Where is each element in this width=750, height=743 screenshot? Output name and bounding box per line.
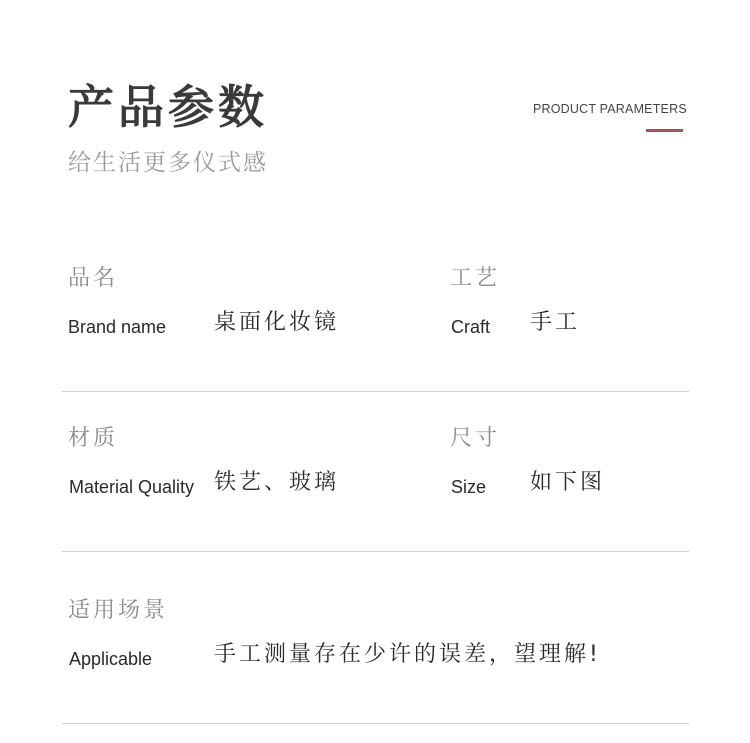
size-value: 如下图 [530,470,606,495]
brand-label-zh: 品名 [68,266,119,291]
accent-underline [646,129,683,132]
material-label-en: Material Quality [69,477,195,497]
applicable-label-zh: 适用场景 [68,598,169,623]
brand-value: 桌面化妆镜 [214,310,340,335]
english-title: PRODUCT PARAMETERS [533,102,687,116]
page-title: 产品参数 [68,80,268,134]
divider [62,723,689,724]
material-value: 铁艺、玻璃 [214,470,340,495]
divider [62,391,689,392]
size-label-en: Size [451,477,487,497]
applicable-value: 手工测量存在少许的误差，望理解! [214,642,601,667]
craft-label-en: Craft [451,317,491,337]
craft-label-zh: 工艺 [450,266,501,291]
brand-label-en: Brand name [68,317,167,337]
applicable-label-en: Applicable [69,649,153,669]
divider [62,551,689,552]
size-label-zh: 尺寸 [450,426,501,451]
page-subtitle: 给生活更多仪式感 [68,150,268,176]
material-label-zh: 材质 [68,426,119,451]
craft-value: 手工 [530,310,581,335]
